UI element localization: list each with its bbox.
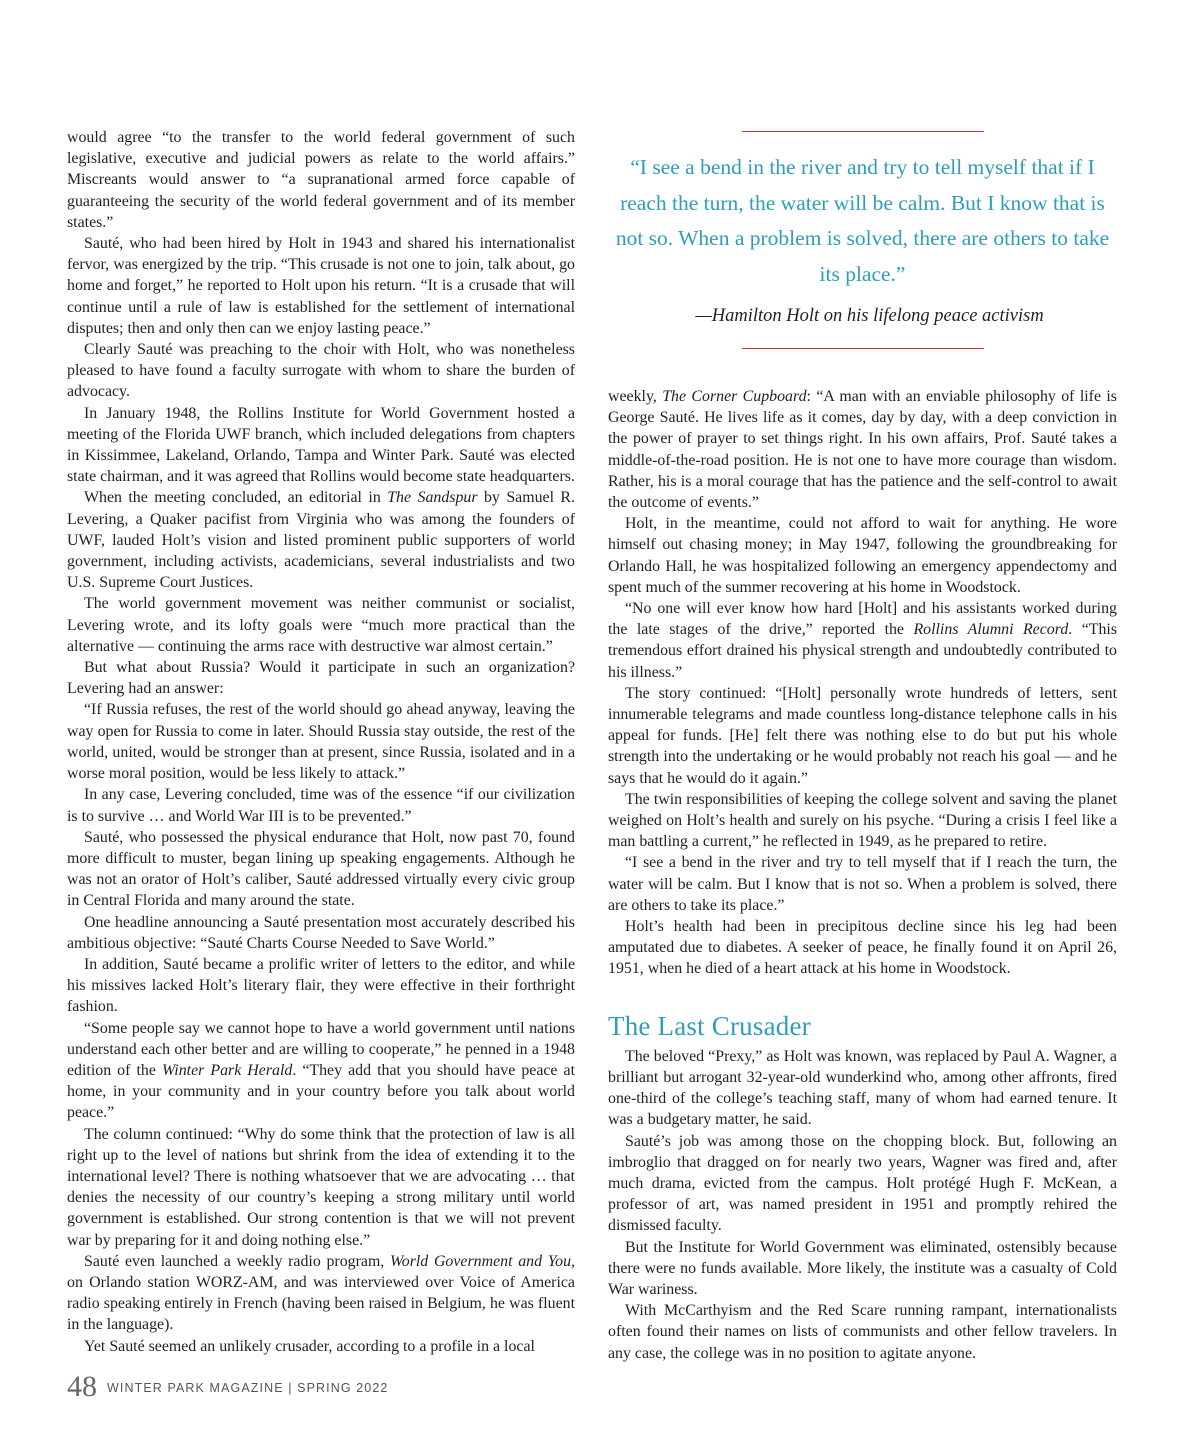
publication-title: Rollins Alumni Record (913, 621, 1069, 639)
paragraph: Yet Sauté seemed an unlikely crusader, according to a profile in a local (84, 1337, 535, 1355)
pull-quote (608, 131, 1117, 349)
paragraph (608, 386, 1117, 513)
right-column (608, 386, 1117, 1364)
text-run: “No one will ever know how hard [Holt] and his assistants worked during the late stages of the drive,” reported the (608, 600, 1117, 639)
text-run: . “They add that you should have peace at home, in your community and in your country before you talk about world peace.” (67, 1061, 576, 1122)
bottom-rule (742, 348, 984, 349)
pull-quote-attribution: —Hamilton Holt on his lifelong peace activism (695, 306, 1044, 326)
paragraph (67, 1251, 575, 1336)
program-title: World Government and You, (389, 1252, 575, 1270)
paragraph: Sauté, who had been hired by Holt in 1943 and shared his internationalist fervor, was energized by the trip. “This crusade is not one to join, talk about, go home and forget,” he reported to Holt upon his return. “It is a crusade that will continue until a rule of law is established for the settlement of international disputes; then and only then can we enjoy lasting peace.” (67, 235, 575, 337)
pull-quote-text: “I see a bend in the river and try to tell myself that if I reach the turn, the water will be calm. But I know that is not so. When a problem is solved, there are others to take its place.” (615, 155, 1110, 286)
text-run: by Samuel R. Levering, a Quaker pacifist from Virginia who was among the founders of UWF, lauded Holt’s vision and listed prominent public supporters of world government, including activists, academicians, several industrialists and two U.S. Supreme Court Justices. (67, 489, 575, 592)
paragraph (608, 598, 1117, 683)
paragraph: The beloved “Prexy,” as Holt was known, was replaced by Paul A. Wagner, a brilliant but arrogant 32-year-old wunderkind who, among other affronts, fired one-third of the college’s teaching staff, many of whom had earned tenure. It was a budgetary matter, he said. (608, 1047, 1117, 1129)
publication-title: The Corner Cupboard (662, 388, 807, 405)
paragraph (67, 1018, 575, 1124)
publication-line: WINTER PARK MAGAZINE | SPRING 2022 (107, 1381, 389, 1395)
paragraph: With McCarthyism and the Red Scare running rampant, internationalists often found their names on lists of communists and other fellow travelers. In any case, the college was in no position to agitate anyone. (608, 1302, 1117, 1362)
paragraph: “I see a bend in the river and try to tell myself that if I reach the turn, the water will be calm. But I know that is not so. When a problem is solved, there are others to take its place.” (608, 854, 1117, 914)
publication-title: The Sandspur (387, 489, 478, 507)
page-number: 48 (67, 1370, 97, 1403)
paragraph: Holt, in the meantime, could not afford to wait for anything. He wore himself out chasing money; in May 1947, following the groundbreaking for Orlando Hall, he was hospitalized following an emergency appendectomy and spent much of the summer recovering at his home in Woodstock. (608, 515, 1117, 596)
paragraph: The column continued: “Why do some think that the protection of law is all right up to the level of nations but shrink from the idea of extending it to the international level? There is nothing whatsoever that we are advocating … that denies the necessity of our country’s keeping a strong military until world government is established. Our strong contention is that we will not prevent war by preparing for it and doing nothing else.” (67, 1125, 575, 1249)
paragraph: Holt’s health had been in precipitous decline since his leg had been amputated due to diabetes. A seeker of peace, he finally found it on April 26, 1951, when he died of a heart attack at his home in Woodstock. (608, 918, 1117, 978)
paragraph: In addition, Sauté became a prolific writer of letters to the editor, and while his missives lacked Holt’s literary flair, they were effective in their forthright fashion. (67, 955, 575, 1016)
text-run: weekly, (608, 388, 663, 405)
publication-title: Winter Park Herald (161, 1061, 293, 1079)
text-run: : “A man with an enviable philosophy of life is George Sauté. He lives life as it comes, day by day, with a deep conviction in the power of prayer to set things right. In his own affairs, Prof. Sauté takes a middle-of-the-road position. He is not one to have more courage than wisdom. Rather, his is a moral courage that has the patience and the self-control to await the outcome of events.” (608, 388, 1117, 512)
paragraph: Sauté, who possessed the physical endurance that Holt, now past 70, found more difficult to muster, began lining up speaking engagements. Although he was not an orator of Holt’s caliber, Sauté addressed virtually every civic group in Central Florida and many around the state. (67, 828, 575, 910)
text-run: When the meeting concluded, an editorial in (84, 489, 388, 507)
left-column (67, 127, 575, 1357)
paragraph: “If Russia refuses, the rest of the world should go ahead anyway, leaving the way open for Russia to come in later. Should Russia stay outside, the rest of the world, united, would be stronger than at present, since Russia, isolated and in a worse moral position, would be less likely to attack.” (67, 701, 575, 783)
paragraph: would agree “to the transfer to the world federal government of such legislative, executive and judicial powers as relate to the world affairs.” Miscreants would answer to “a supranational armed force capable of guaranteeing the security of the world federal government and of its member states.” (67, 129, 575, 231)
text-run: . “This tremendous effort drained his physical strength and undoubtedly contributed to his illness.” (608, 621, 1118, 681)
paragraph: Sauté’s job was among those on the chopping block. But, following an imbroglio that dragged on for nearly two years, Wagner was fired and, after much drama, evicted from the campus. Holt protégé Hugh F. McKean, a professor of art, was named president in 1951 and promptly rehired the dismissed faculty. (608, 1132, 1117, 1235)
section-heading: The Last Crusader (608, 1010, 811, 1041)
page-footer (67, 1370, 388, 1404)
paragraph: But the Institute for World Government was eliminated, ostensibly because there were no funds available. More likely, the institute was a casualty of Cold War wariness. (608, 1238, 1117, 1298)
paragraph (67, 487, 575, 593)
paragraph: Clearly Sauté was preaching to the choir with Holt, who was nonetheless pleased to have found a faculty surrogate with whom to share the burden of advocacy. (67, 341, 575, 401)
paragraph: The story continued: “[Holt] personally wrote hundreds of letters, sent innumerable telegrams and made countless long-distance telephone calls in his appeal for funds. [He] felt there was nothing else to do but put his whole strength into the undertaking or he would probably not reach his goal — and he says that he would do it again.” (608, 684, 1117, 787)
paragraph: One headline announcing a Sauté presentation most accurately described his ambitious objective: “Sauté Charts Course Needed to Save World.” (67, 913, 575, 952)
paragraph: But what about Russia? Would it participate in such an organization? Levering had an answer: (67, 659, 575, 698)
top-rule (742, 131, 984, 132)
paragraph: In any case, Levering concluded, time was of the essence “if our civilization is to survive … and World War III is to be prevented.” (67, 786, 575, 825)
text-run: “Some people say we cannot hope to have a world government until nations understand each other better and are willing to cooperate,” he penned in a 1948 edition of the (67, 1019, 575, 1079)
text-run: on Orlando station WORZ-AM, and was interviewed over Voice of America radio speaking entirely in French (having been raised in Belgium, he was fluent in the language). (67, 1273, 575, 1334)
paragraph: In January 1948, the Rollins Institute for World Government hosted a meeting of the Florida UWF branch, which included delegations from chapters in Kissimmee, Lakeland, Orlando, Tampa and Winter Park. Sauté was elected state chairman, and it was agreed that Rollins would become state headquarters. (67, 404, 575, 486)
text-run: Sauté even launched a weekly radio program, (84, 1252, 390, 1270)
paragraph: The world government movement was neither communist or socialist, Levering wrote, and its lofty goals were “much more practical than the alternative — continuing the arms race with destructive war almost certain.” (67, 595, 575, 655)
paragraph: The twin responsibilities of keeping the college solvent and saving the planet weighed on Holt’s health and surely on his psyche. “During a crisis I feel like a man battling a current,” he reflected in 1949, as he prepared to retire. (608, 790, 1117, 851)
